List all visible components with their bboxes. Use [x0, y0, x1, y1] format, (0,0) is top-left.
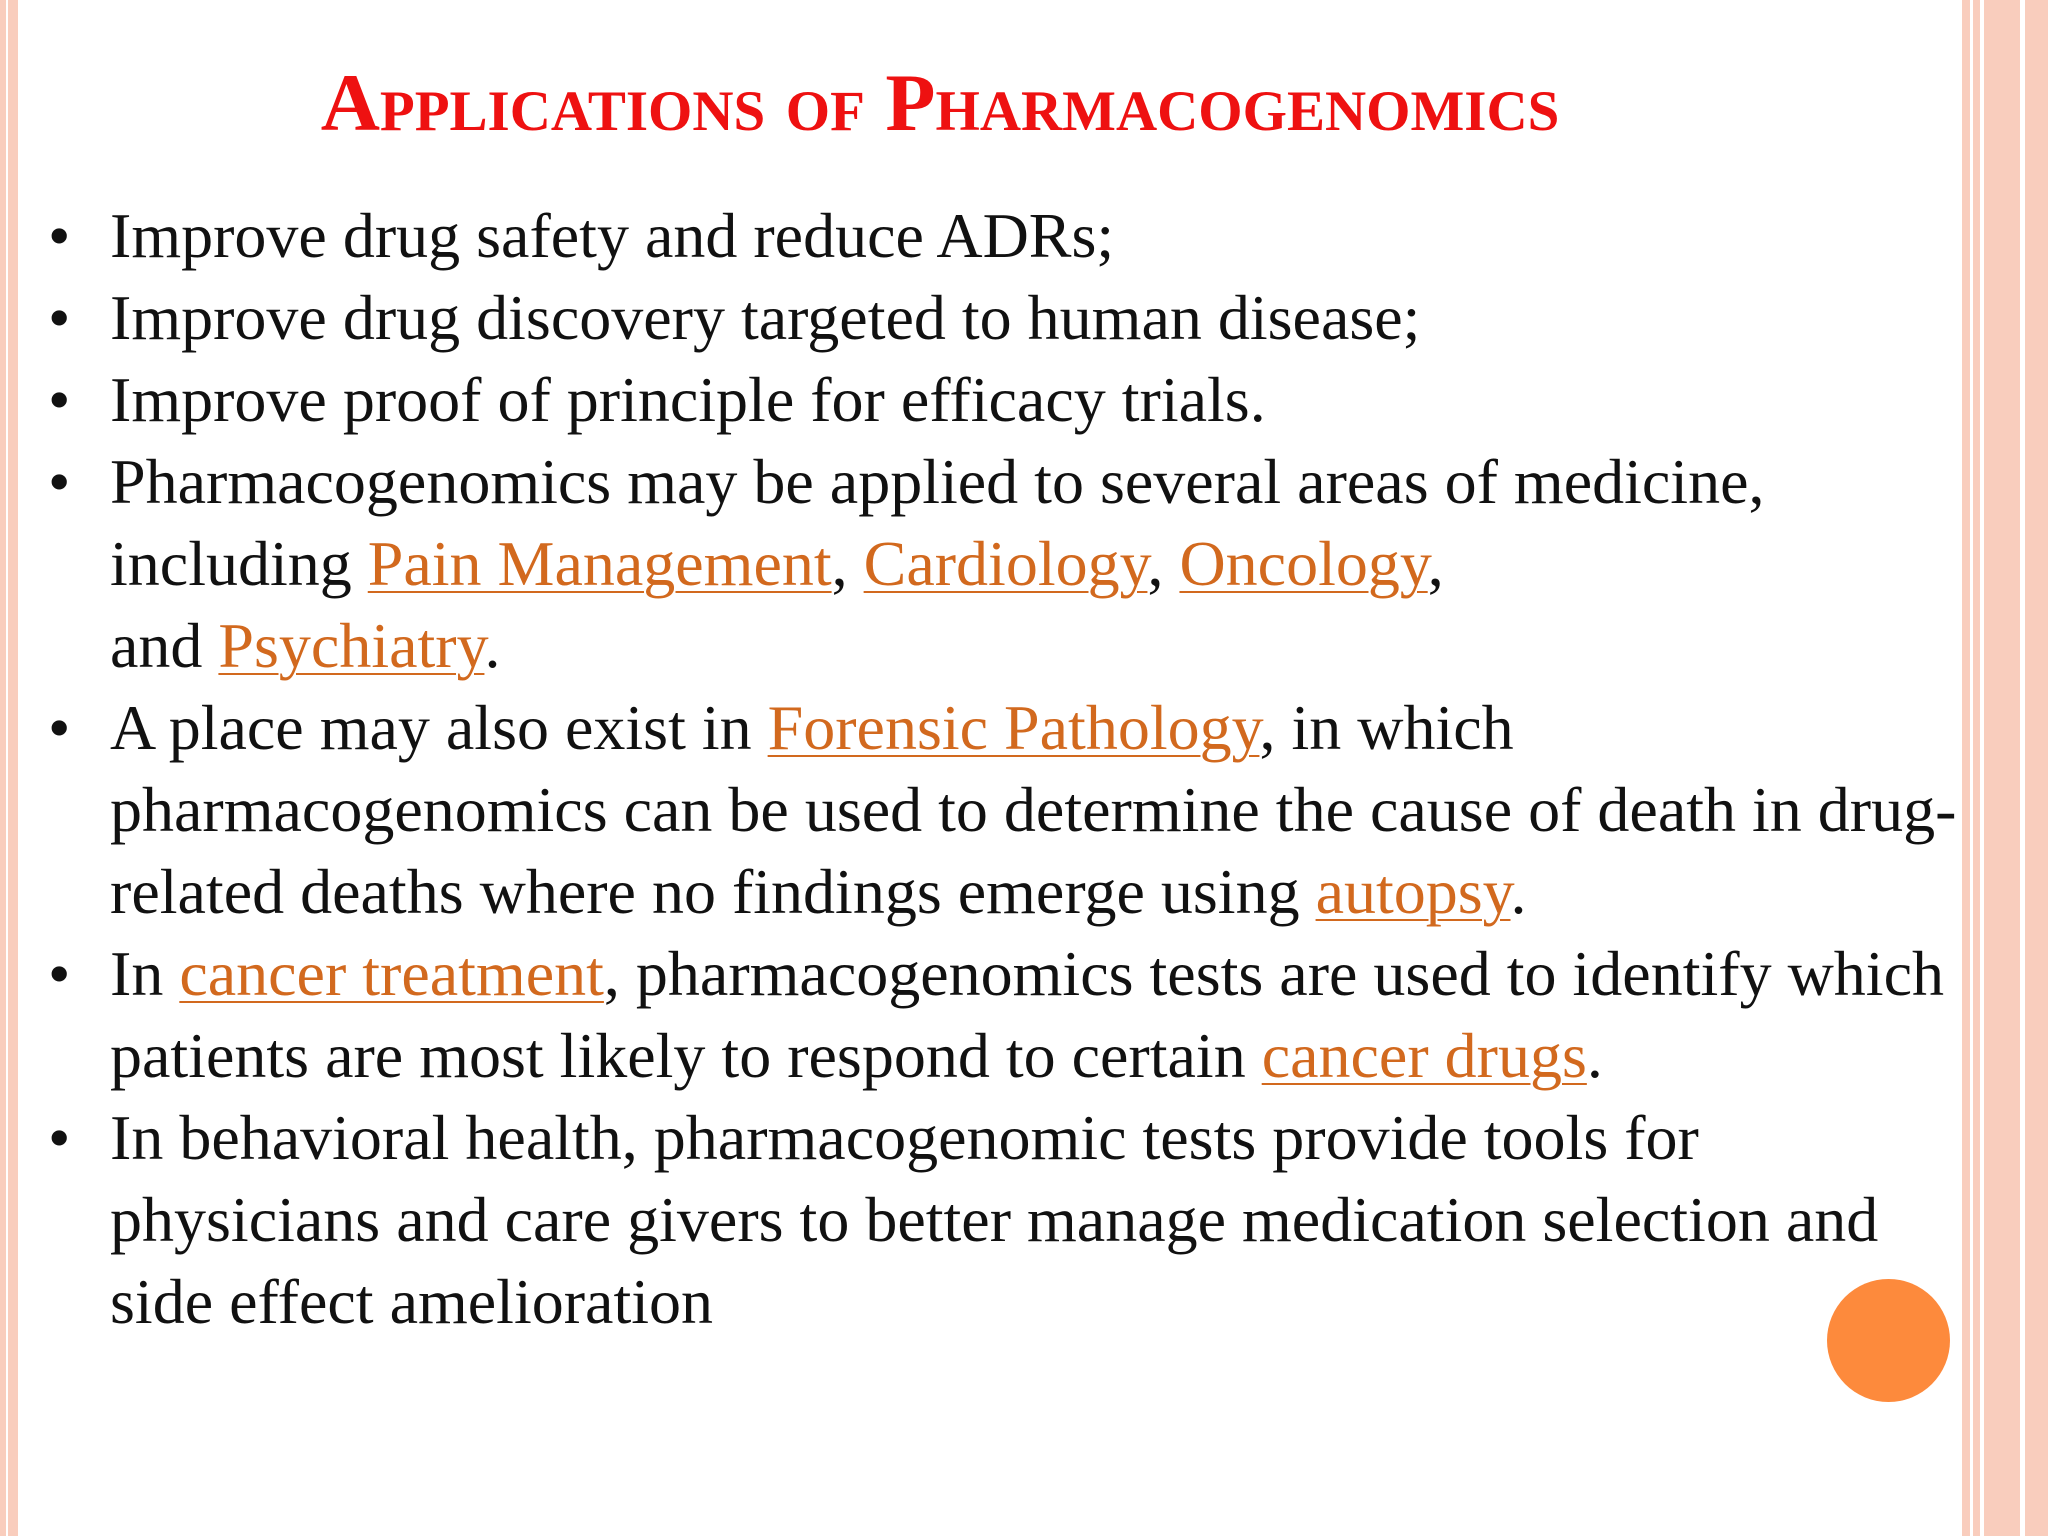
bullet-text: , in which pharmacogenomics can be used to determine the cause of death in drug-related deaths where no findings emerge using — [110, 692, 1957, 927]
right-border — [1962, 0, 2048, 1536]
bullet-text: In behavioral health, pharmacogenomic tests provide tools for physicians and care givers to better manage medication selection and side effect amelioration — [110, 1102, 1879, 1337]
bullet-item — [48, 687, 1960, 933]
bullet-icon: • — [48, 938, 71, 1009]
bullet-text: . — [1510, 856, 1527, 927]
oncology-link[interactable]: Oncology — [1179, 528, 1428, 599]
bullet-text: Improve drug safety and reduce ADRs; — [110, 200, 1115, 271]
bullet-text: Improve drug discovery targeted to human disease; — [110, 282, 1421, 353]
autopsy-link[interactable]: autopsy — [1315, 856, 1511, 927]
bullet-text: , pharmacogenomics tests are used to identify which patients are most likely to respond to certain — [110, 938, 1944, 1091]
bullet-icon: • — [48, 446, 71, 517]
cancer-treatment-link[interactable]: cancer treatment — [179, 938, 604, 1009]
bullet-list — [48, 195, 1960, 1343]
bullet-text: , — [831, 528, 864, 599]
bullet-text: . — [1586, 1020, 1603, 1091]
bullet-item — [48, 195, 1960, 277]
left-border — [0, 0, 18, 1536]
bullet-icon: • — [48, 282, 71, 353]
bullet-text: Improve proof of principle for efficacy trials. — [110, 364, 1266, 435]
bullet-text: , — [1147, 528, 1180, 599]
bullet-text: In — [110, 938, 180, 1009]
bullet-text: and — [110, 610, 219, 681]
forensic-pathology-link[interactable]: Forensic Pathology — [767, 692, 1260, 763]
bullet-icon: • — [48, 1102, 71, 1173]
bullet-icon: • — [48, 200, 71, 271]
bullet-item — [48, 933, 1960, 1097]
bullet-text: A place may also exist in — [110, 692, 768, 763]
bullet-text: Pharmacogenomics may be applied to several areas of medicine, including — [110, 446, 1765, 599]
orange-circle-decoration — [1827, 1279, 1950, 1402]
psychiatry-link[interactable]: Psychiatry — [218, 610, 485, 681]
bullet-item — [48, 1097, 1960, 1343]
bullet-text: , — [1427, 528, 1444, 599]
bullet-icon: • — [48, 364, 71, 435]
slide-title: Applications of Pharmacogenomics — [320, 57, 1560, 148]
bullet-item — [48, 441, 1960, 687]
pain-management-link[interactable]: Pain Management — [367, 528, 832, 599]
cancer-drugs-link[interactable]: cancer drugs — [1261, 1020, 1587, 1091]
bullet-icon: • — [48, 692, 71, 763]
bullet-item — [48, 359, 1960, 441]
cardiology-link[interactable]: Cardiology — [863, 528, 1148, 599]
bullet-item — [48, 277, 1960, 359]
bullet-text: . — [484, 610, 501, 681]
